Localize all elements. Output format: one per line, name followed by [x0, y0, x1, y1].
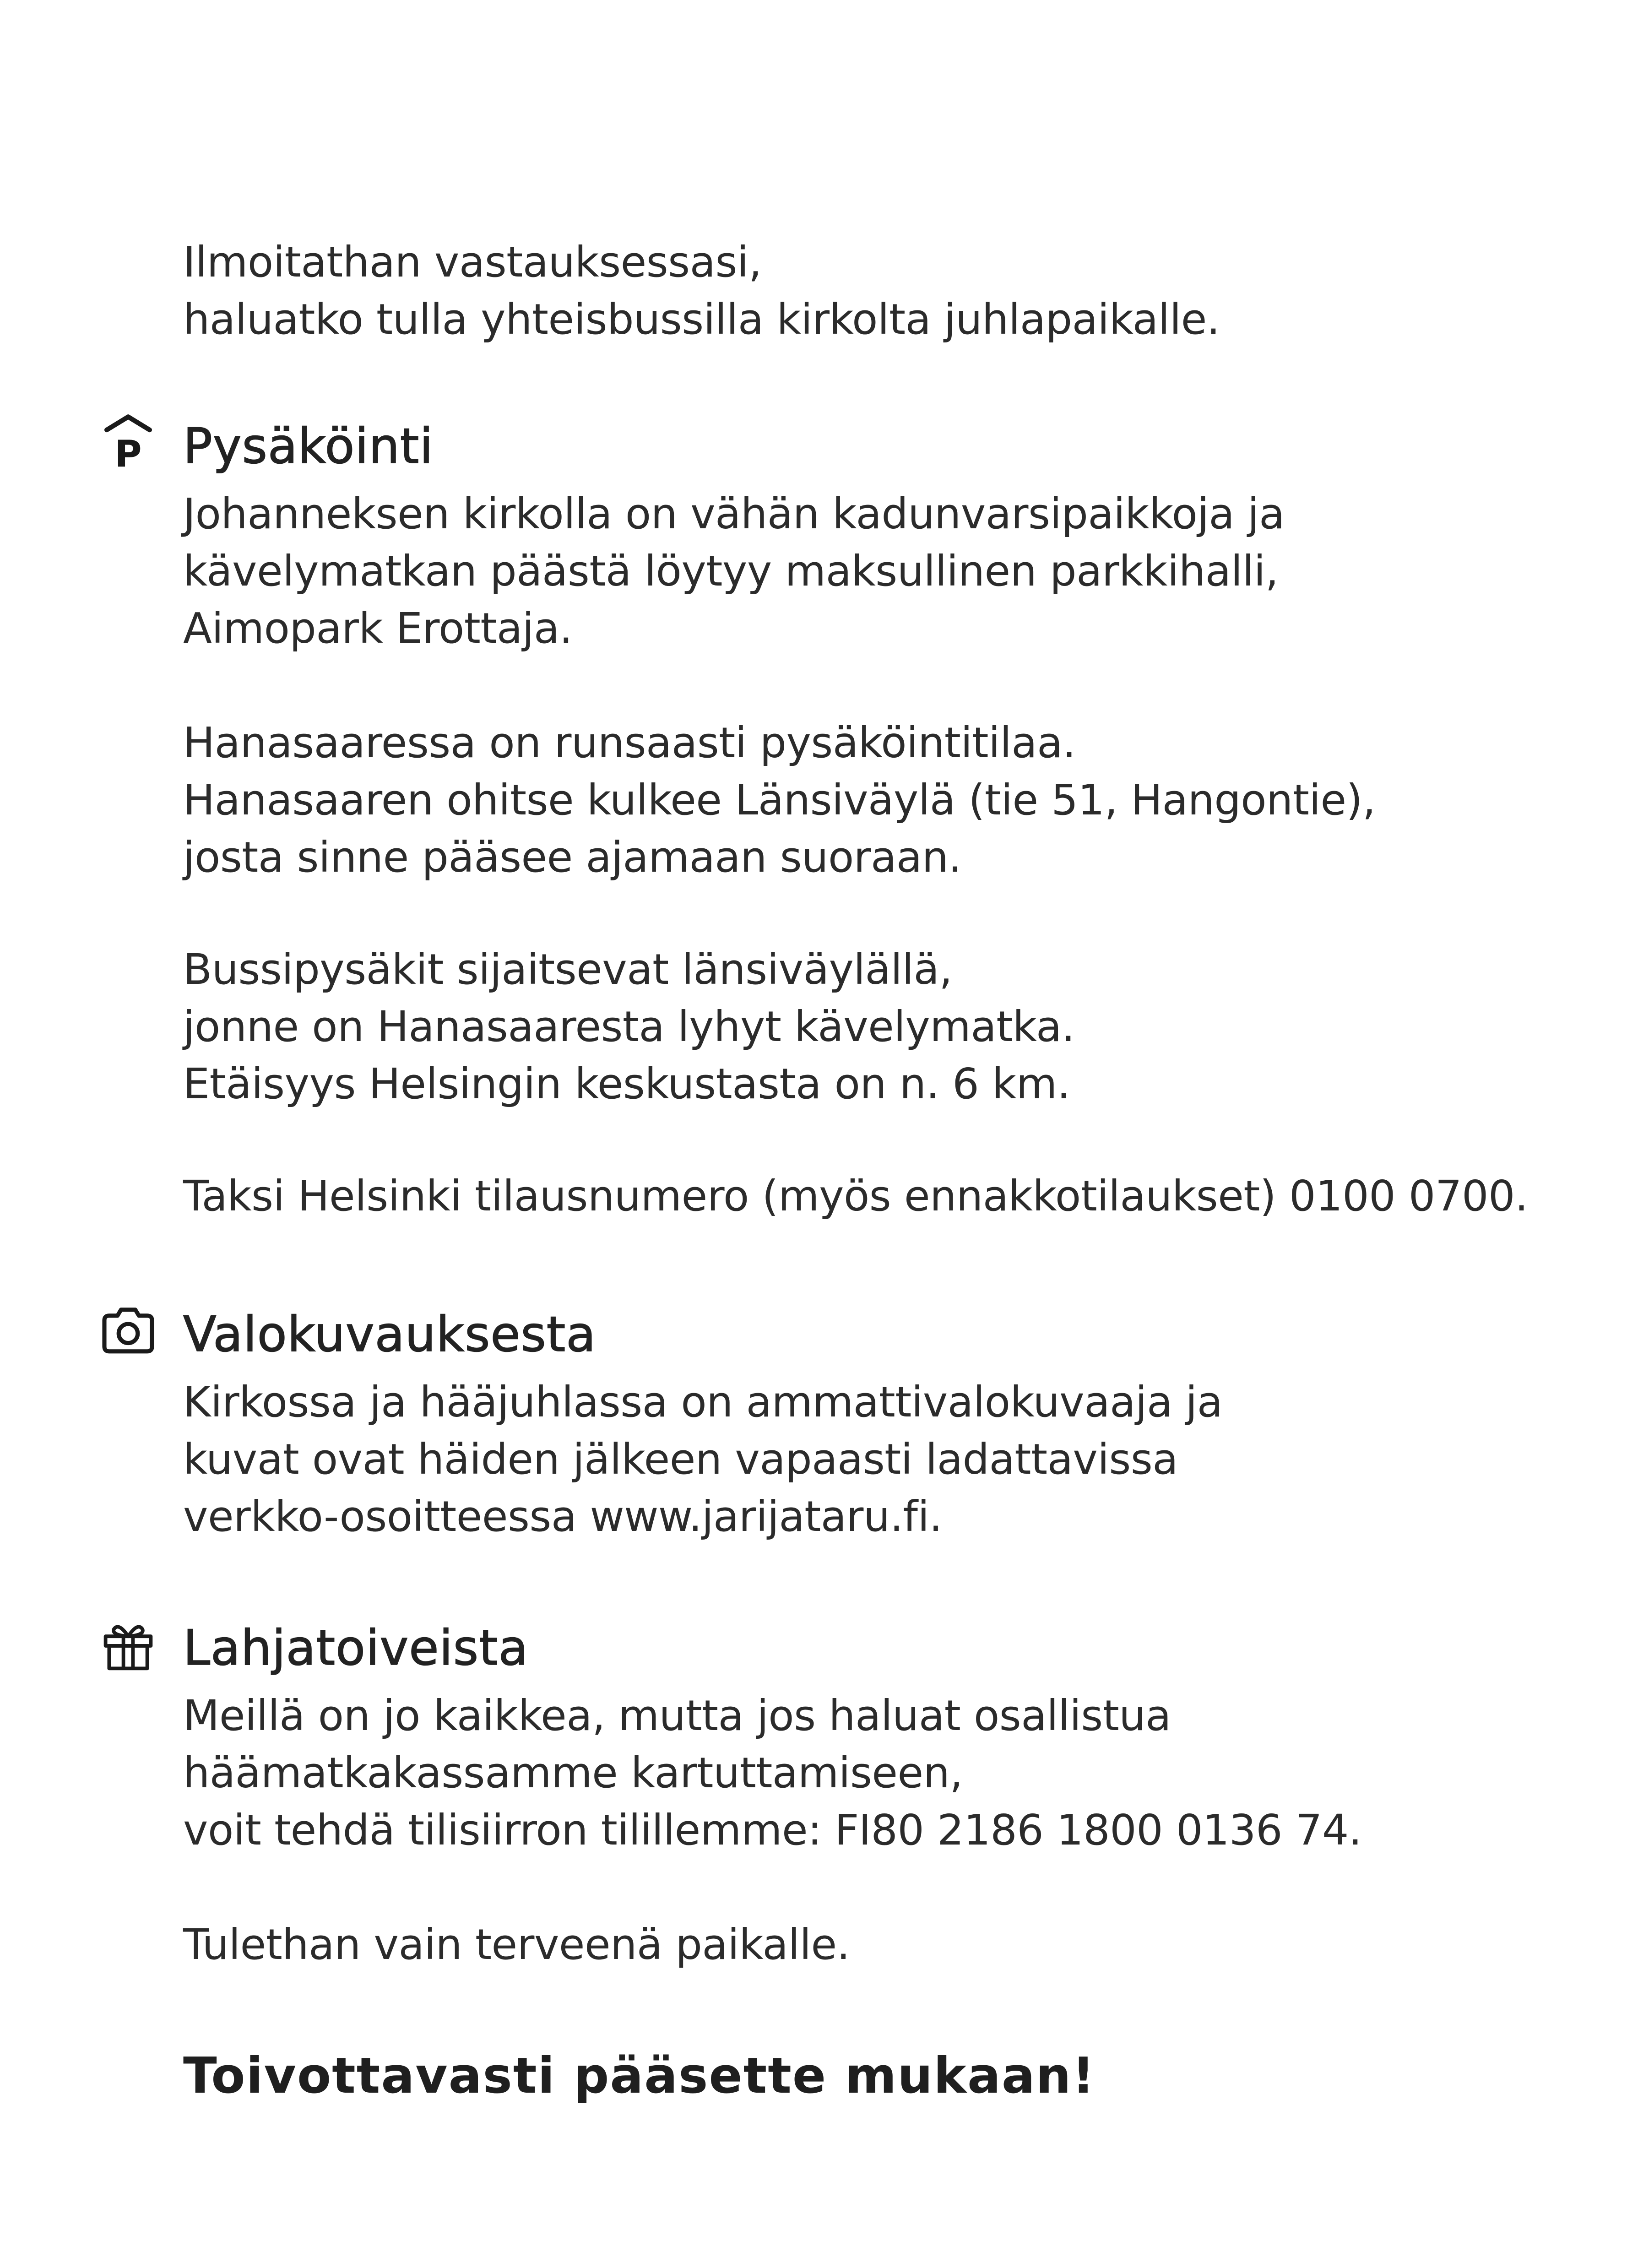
section-heading: Pysäköinti	[183, 418, 434, 474]
text-line: kuvat ovat häiden jälkeen vapaasti ladattavissa	[183, 1435, 1178, 1484]
taxi-paragraph	[183, 1167, 1579, 1225]
section-heading: Lahjatoiveista	[183, 1620, 529, 1676]
text-line: jonne on Hanasaaresta lyhyt kävelymatka.	[183, 1002, 1075, 1051]
text-line: häämatkakassamme kartuttamiseen,	[183, 1748, 963, 1797]
intro-text	[183, 233, 1579, 348]
text-line: Tulethan vain terveenä paikalle.	[183, 1920, 850, 1969]
text-line: Taksi Helsinki tilausnumero (myös ennakkotilaukset) 0100 0700.	[183, 1172, 1528, 1221]
closing-text: Toivottavasti pääsette mukaan!	[183, 2047, 1096, 2105]
gifts-section	[183, 1618, 1579, 1678]
text-line: haluatko tulla yhteisbussilla kirkolta juhlapaikalle.	[183, 295, 1220, 344]
parking-icon	[98, 412, 158, 472]
text-line: Aimopark Erottaja.	[183, 604, 573, 653]
parking-paragraph	[183, 941, 1579, 1112]
health-note	[183, 1916, 1579, 1973]
text-line: Bussipysäkit sijaitsevat länsiväylällä,	[183, 945, 953, 994]
parking-paragraph	[183, 714, 1579, 886]
text-line: Johanneksen kirkolla on vähän kadunvarsipaikkoja ja	[183, 489, 1285, 538]
text-line: Meillä on jo kaikkea, mutta jos haluat osallistua	[183, 1691, 1171, 1740]
text-line: Hanasaaren ohitse kulkee Länsiväylä (tie 51, Hangontie),	[183, 776, 1376, 825]
text-line: kävelymatkan päästä löytyy maksullinen parkkihalli,	[183, 547, 1279, 596]
section-heading: Valokuvauksesta	[183, 1306, 597, 1362]
closing-message	[183, 2046, 1579, 2106]
photography-section	[183, 1305, 1579, 1364]
text-line: Hanasaaressa on runsaasti pysäköintitilaa.	[183, 718, 1076, 767]
gift-icon	[98, 1616, 158, 1676]
text-line: Ilmoitathan vastauksessasi,	[183, 238, 762, 287]
parking-section	[183, 417, 1579, 476]
text-line: verkko-osoitteessa www.jarijataru.fi.	[183, 1492, 943, 1541]
text-line: voit tehdä tilisiirron tilillemme: FI80 2186 1800 0136 74.	[183, 1806, 1362, 1855]
text-line: Kirkossa ja hääjuhlassa on ammattivalokuvaaja ja	[183, 1378, 1223, 1427]
text-line: josta sinne pääsee ajamaan suoraan.	[183, 833, 962, 882]
photography-paragraph	[183, 1373, 1579, 1545]
text-line: Etäisyys Helsingin keskustasta on n. 6 km.	[183, 1059, 1070, 1108]
parking-paragraph	[183, 485, 1579, 657]
gifts-paragraph	[183, 1687, 1579, 1859]
camera-icon	[98, 1300, 158, 1360]
svg-text:P: P	[114, 433, 142, 472]
